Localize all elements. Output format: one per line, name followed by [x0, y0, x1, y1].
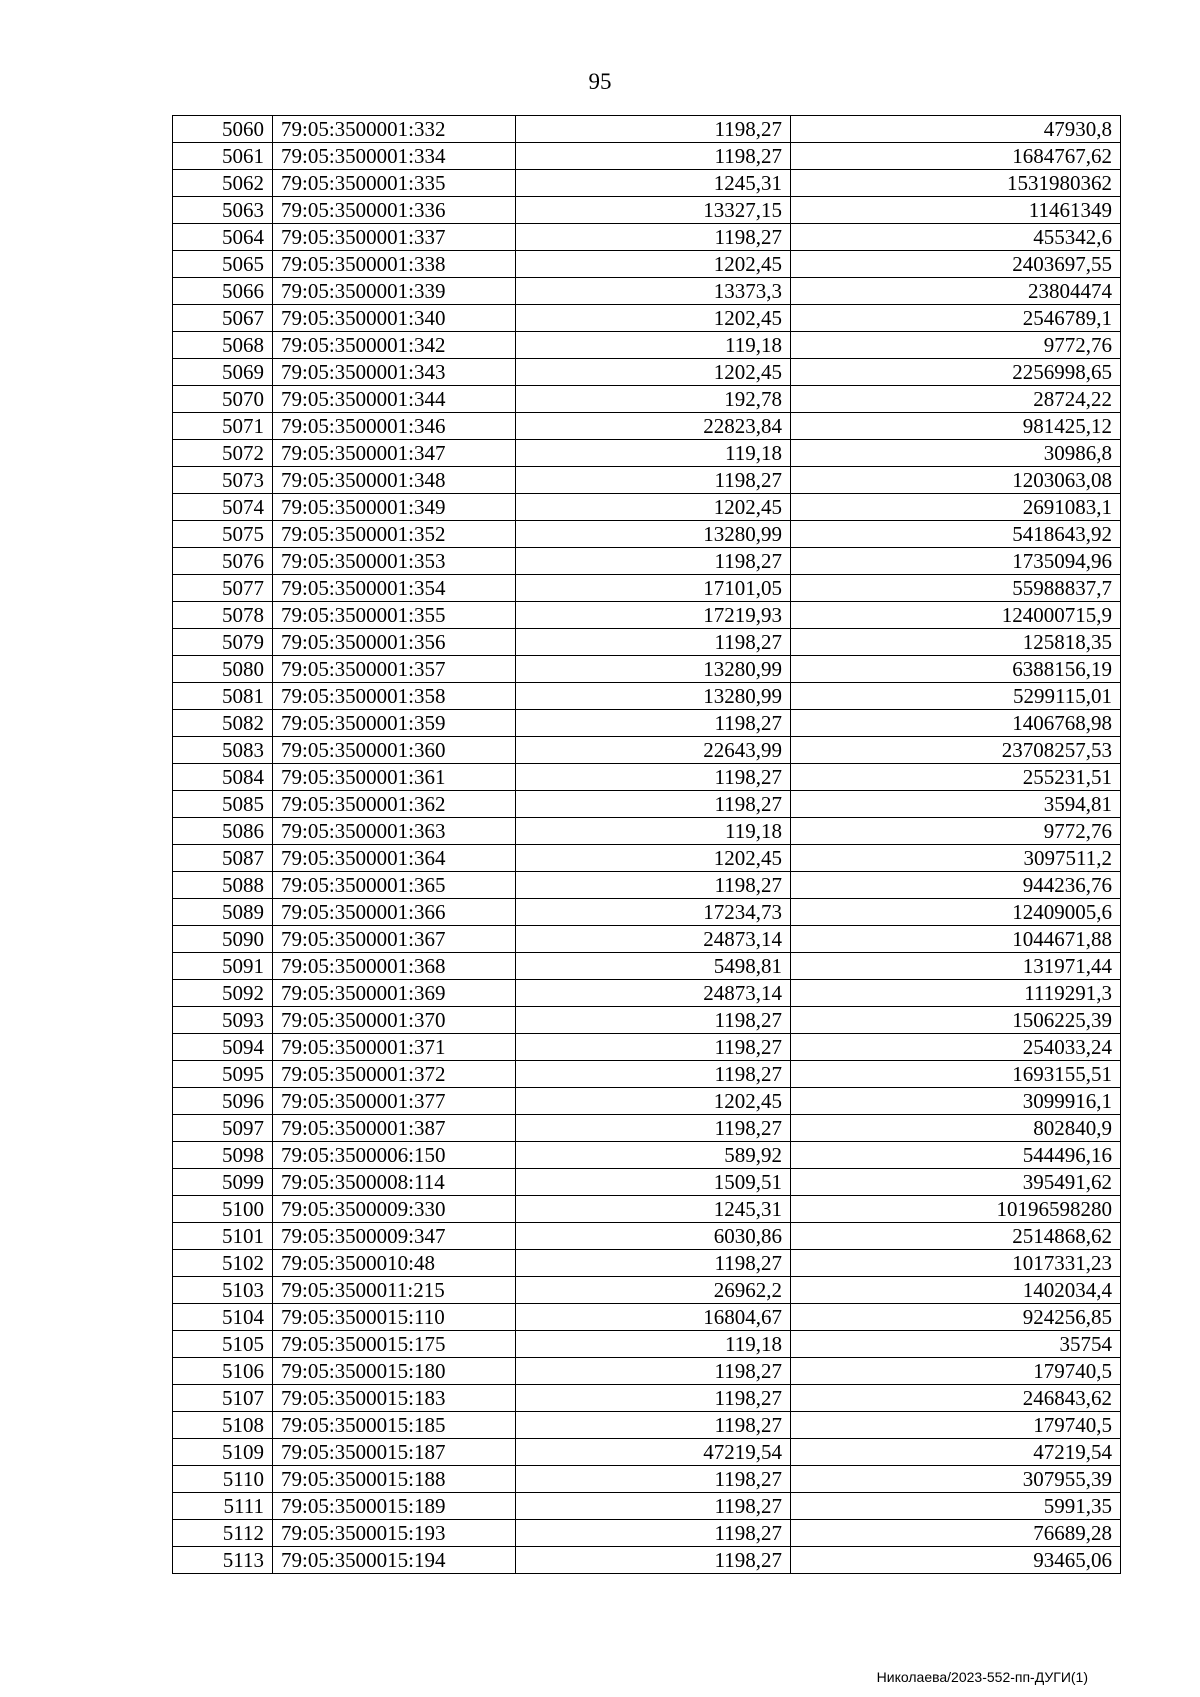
table-row: [173, 1277, 1121, 1304]
table-row: [173, 440, 1121, 467]
value-cell: 1684767,62: [791, 143, 1121, 170]
table-row: [173, 629, 1121, 656]
cadastral-number-cell: 79:05:3500001:349: [273, 494, 516, 521]
area-cell: 16804,67: [516, 1304, 791, 1331]
area-cell: 13373,3: [516, 278, 791, 305]
cadastral-number-cell: 79:05:3500001:364: [273, 845, 516, 872]
row-number-cell: 5086: [173, 818, 273, 845]
value-cell: 5299115,01: [791, 683, 1121, 710]
cadastral-number-cell: 79:05:3500001:344: [273, 386, 516, 413]
row-number-cell: 5060: [173, 116, 273, 143]
table-row: [173, 1061, 1121, 1088]
table-row: [173, 1169, 1121, 1196]
table-row: [173, 818, 1121, 845]
row-number-cell: 5094: [173, 1034, 273, 1061]
area-cell: 119,18: [516, 818, 791, 845]
cadastral-number-cell: 79:05:3500001:348: [273, 467, 516, 494]
value-cell: 47219,54: [791, 1439, 1121, 1466]
cadastral-number-cell: 79:05:3500001:370: [273, 1007, 516, 1034]
cadastral-number-cell: 79:05:3500001:368: [273, 953, 516, 980]
table-row: [173, 224, 1121, 251]
value-cell: 254033,24: [791, 1034, 1121, 1061]
area-cell: 13327,15: [516, 197, 791, 224]
row-number-cell: 5107: [173, 1385, 273, 1412]
value-cell: 3097511,2: [791, 845, 1121, 872]
value-cell: 2256998,65: [791, 359, 1121, 386]
cadastral-number-cell: 79:05:3500001:356: [273, 629, 516, 656]
value-cell: 802840,9: [791, 1115, 1121, 1142]
cadastral-number-cell: 79:05:3500006:150: [273, 1142, 516, 1169]
value-cell: 1044671,88: [791, 926, 1121, 953]
cadastral-number-cell: 79:05:3500001:366: [273, 899, 516, 926]
area-cell: 1198,27: [516, 116, 791, 143]
row-number-cell: 5085: [173, 791, 273, 818]
row-number-cell: 5068: [173, 332, 273, 359]
cadastral-number-cell: 79:05:3500010:48: [273, 1250, 516, 1277]
cadastral-number-cell: 79:05:3500001:334: [273, 143, 516, 170]
table-row: [173, 1223, 1121, 1250]
cadastral-number-cell: 79:05:3500001:346: [273, 413, 516, 440]
area-cell: 1198,27: [516, 872, 791, 899]
value-cell: 11461349: [791, 197, 1121, 224]
value-cell: 1531980362: [791, 170, 1121, 197]
value-cell: 93465,06: [791, 1547, 1121, 1574]
cadastral-number-cell: 79:05:3500015:185: [273, 1412, 516, 1439]
value-cell: 3099916,1: [791, 1088, 1121, 1115]
area-cell: 1198,27: [516, 1493, 791, 1520]
table-row: [173, 656, 1121, 683]
area-cell: 13280,99: [516, 683, 791, 710]
cadastral-number-cell: 79:05:3500015:110: [273, 1304, 516, 1331]
row-number-cell: 5062: [173, 170, 273, 197]
row-number-cell: 5070: [173, 386, 273, 413]
row-number-cell: 5101: [173, 1223, 273, 1250]
row-number-cell: 5083: [173, 737, 273, 764]
area-cell: 1198,27: [516, 467, 791, 494]
area-cell: 1198,27: [516, 1412, 791, 1439]
table-row: [173, 1196, 1121, 1223]
cadastral-number-cell: 79:05:3500009:330: [273, 1196, 516, 1223]
cadastral-number-cell: 79:05:3500001:361: [273, 764, 516, 791]
table-row: [173, 683, 1121, 710]
row-number-cell: 5066: [173, 278, 273, 305]
area-cell: 47219,54: [516, 1439, 791, 1466]
cadastral-number-cell: 79:05:3500015:194: [273, 1547, 516, 1574]
value-cell: 179740,5: [791, 1412, 1121, 1439]
cadastral-number-cell: 79:05:3500001:363: [273, 818, 516, 845]
value-cell: 255231,51: [791, 764, 1121, 791]
cadastral-number-cell: 79:05:3500001:369: [273, 980, 516, 1007]
value-cell: 1693155,51: [791, 1061, 1121, 1088]
area-cell: 1509,51: [516, 1169, 791, 1196]
value-cell: 179740,5: [791, 1358, 1121, 1385]
cadastral-number-cell: 79:05:3500001:357: [273, 656, 516, 683]
area-cell: 1198,27: [516, 1466, 791, 1493]
value-cell: 944236,76: [791, 872, 1121, 899]
table-row: [173, 1304, 1121, 1331]
value-cell: 307955,39: [791, 1466, 1121, 1493]
area-cell: 1198,27: [516, 143, 791, 170]
cadastral-number-cell: 79:05:3500001:343: [273, 359, 516, 386]
row-number-cell: 5092: [173, 980, 273, 1007]
cadastral-number-cell: 79:05:3500001:338: [273, 251, 516, 278]
area-cell: 119,18: [516, 1331, 791, 1358]
table-row: [173, 467, 1121, 494]
table-row: [173, 386, 1121, 413]
cadastral-number-cell: 79:05:3500001:352: [273, 521, 516, 548]
value-cell: 6388156,19: [791, 656, 1121, 683]
value-cell: 125818,35: [791, 629, 1121, 656]
value-cell: 2691083,1: [791, 494, 1121, 521]
cadastral-number-cell: 79:05:3500001:359: [273, 710, 516, 737]
cadastral-number-cell: 79:05:3500011:215: [273, 1277, 516, 1304]
cadastral-number-cell: 79:05:3500001:358: [273, 683, 516, 710]
table-row: [173, 305, 1121, 332]
value-cell: 1203063,08: [791, 467, 1121, 494]
table-row: [173, 1034, 1121, 1061]
area-cell: 1198,27: [516, 1520, 791, 1547]
value-cell: 47930,8: [791, 116, 1121, 143]
row-number-cell: 5095: [173, 1061, 273, 1088]
value-cell: 2403697,55: [791, 251, 1121, 278]
footer-document-code: Николаева/2023-552-пп-ДУГИ(1): [876, 1669, 1088, 1685]
row-number-cell: 5067: [173, 305, 273, 332]
area-cell: 192,78: [516, 386, 791, 413]
row-number-cell: 5099: [173, 1169, 273, 1196]
area-cell: 24873,14: [516, 980, 791, 1007]
cadastral-number-cell: 79:05:3500015:175: [273, 1331, 516, 1358]
table-row: [173, 170, 1121, 197]
table-row: [173, 1358, 1121, 1385]
area-cell: 17234,73: [516, 899, 791, 926]
area-cell: 1198,27: [516, 1061, 791, 1088]
table-row: [173, 1250, 1121, 1277]
value-cell: 1406768,98: [791, 710, 1121, 737]
value-cell: 246843,62: [791, 1385, 1121, 1412]
area-cell: 1202,45: [516, 359, 791, 386]
table-row: [173, 197, 1121, 224]
table-row: [173, 143, 1121, 170]
row-number-cell: 5090: [173, 926, 273, 953]
area-cell: 1198,27: [516, 629, 791, 656]
cadastral-number-cell: 79:05:3500001:342: [273, 332, 516, 359]
value-cell: 12409005,6: [791, 899, 1121, 926]
row-number-cell: 5097: [173, 1115, 273, 1142]
table-row: [173, 1466, 1121, 1493]
value-cell: 5991,35: [791, 1493, 1121, 1520]
cadastral-number-cell: 79:05:3500001:372: [273, 1061, 516, 1088]
table-row: [173, 278, 1121, 305]
cadastral-number-cell: 79:05:3500001:377: [273, 1088, 516, 1115]
table-row: [173, 413, 1121, 440]
row-number-cell: 5093: [173, 1007, 273, 1034]
table-row: [173, 251, 1121, 278]
area-cell: 119,18: [516, 440, 791, 467]
table-row: [173, 737, 1121, 764]
value-cell: 1506225,39: [791, 1007, 1121, 1034]
row-number-cell: 5081: [173, 683, 273, 710]
row-number-cell: 5105: [173, 1331, 273, 1358]
value-cell: 10196598280: [791, 1196, 1121, 1223]
value-cell: 5418643,92: [791, 521, 1121, 548]
cadastral-number-cell: 79:05:3500001:362: [273, 791, 516, 818]
area-cell: 17219,93: [516, 602, 791, 629]
row-number-cell: 5087: [173, 845, 273, 872]
area-cell: 1198,27: [516, 710, 791, 737]
table-row: [173, 953, 1121, 980]
area-cell: 1245,31: [516, 170, 791, 197]
area-cell: 6030,86: [516, 1223, 791, 1250]
cadastral-number-cell: 79:05:3500001:332: [273, 116, 516, 143]
value-cell: 1017331,23: [791, 1250, 1121, 1277]
value-cell: 3594,81: [791, 791, 1121, 818]
cadastral-number-cell: 79:05:3500015:187: [273, 1439, 516, 1466]
table-row: [173, 1115, 1121, 1142]
cadastral-number-cell: 79:05:3500001:387: [273, 1115, 516, 1142]
row-number-cell: 5091: [173, 953, 273, 980]
area-cell: 1198,27: [516, 1547, 791, 1574]
cadastral-number-cell: 79:05:3500001:339: [273, 278, 516, 305]
table-body: [173, 116, 1121, 1574]
row-number-cell: 5063: [173, 197, 273, 224]
data-table: [172, 115, 1121, 1574]
row-number-cell: 5079: [173, 629, 273, 656]
value-cell: 30986,8: [791, 440, 1121, 467]
row-number-cell: 5098: [173, 1142, 273, 1169]
row-number-cell: 5071: [173, 413, 273, 440]
area-cell: 1198,27: [516, 791, 791, 818]
table-row: [173, 548, 1121, 575]
cadastral-number-cell: 79:05:3500015:180: [273, 1358, 516, 1385]
row-number-cell: 5074: [173, 494, 273, 521]
value-cell: 9772,76: [791, 818, 1121, 845]
table-row: [173, 1439, 1121, 1466]
value-cell: 23708257,53: [791, 737, 1121, 764]
area-cell: 1202,45: [516, 494, 791, 521]
value-cell: 2546789,1: [791, 305, 1121, 332]
area-cell: 1198,27: [516, 1115, 791, 1142]
cadastral-number-cell: 79:05:3500001:355: [273, 602, 516, 629]
table-row: [173, 872, 1121, 899]
table-row: [173, 845, 1121, 872]
row-number-cell: 5104: [173, 1304, 273, 1331]
table-row: [173, 1142, 1121, 1169]
table-row: [173, 575, 1121, 602]
cadastral-number-cell: 79:05:3500015:193: [273, 1520, 516, 1547]
value-cell: 55988837,7: [791, 575, 1121, 602]
row-number-cell: 5106: [173, 1358, 273, 1385]
value-cell: 1402034,4: [791, 1277, 1121, 1304]
row-number-cell: 5069: [173, 359, 273, 386]
value-cell: 455342,6: [791, 224, 1121, 251]
row-number-cell: 5108: [173, 1412, 273, 1439]
table-row: [173, 332, 1121, 359]
area-cell: 1198,27: [516, 1385, 791, 1412]
table-row: [173, 116, 1121, 143]
row-number-cell: 5080: [173, 656, 273, 683]
cadastral-number-cell: 79:05:3500001:347: [273, 440, 516, 467]
area-cell: 1198,27: [516, 548, 791, 575]
table-row: [173, 926, 1121, 953]
table-row: [173, 1520, 1121, 1547]
cadastral-number-cell: 79:05:3500001:365: [273, 872, 516, 899]
table-row: [173, 980, 1121, 1007]
cadastral-number-cell: 79:05:3500001:360: [273, 737, 516, 764]
value-cell: 9772,76: [791, 332, 1121, 359]
area-cell: 589,92: [516, 1142, 791, 1169]
area-cell: 1202,45: [516, 251, 791, 278]
row-number-cell: 5084: [173, 764, 273, 791]
value-cell: 124000715,9: [791, 602, 1121, 629]
value-cell: 544496,16: [791, 1142, 1121, 1169]
value-cell: 76689,28: [791, 1520, 1121, 1547]
cadastral-number-cell: 79:05:3500001:337: [273, 224, 516, 251]
area-cell: 1198,27: [516, 764, 791, 791]
area-cell: 1198,27: [516, 1007, 791, 1034]
row-number-cell: 5103: [173, 1277, 273, 1304]
cadastral-number-cell: 79:05:3500009:347: [273, 1223, 516, 1250]
area-cell: 13280,99: [516, 656, 791, 683]
table-row: [173, 764, 1121, 791]
value-cell: 23804474: [791, 278, 1121, 305]
cadastral-number-cell: 79:05:3500015:183: [273, 1385, 516, 1412]
table-row: [173, 1412, 1121, 1439]
value-cell: 924256,85: [791, 1304, 1121, 1331]
row-number-cell: 5112: [173, 1520, 273, 1547]
area-cell: 1245,31: [516, 1196, 791, 1223]
cadastral-number-cell: 79:05:3500015:189: [273, 1493, 516, 1520]
area-cell: 119,18: [516, 332, 791, 359]
row-number-cell: 5061: [173, 143, 273, 170]
area-cell: 1202,45: [516, 1088, 791, 1115]
value-cell: 395491,62: [791, 1169, 1121, 1196]
area-cell: 22643,99: [516, 737, 791, 764]
row-number-cell: 5064: [173, 224, 273, 251]
area-cell: 1198,27: [516, 224, 791, 251]
area-cell: 1198,27: [516, 1034, 791, 1061]
value-cell: 1119291,3: [791, 980, 1121, 1007]
row-number-cell: 5113: [173, 1547, 273, 1574]
table-row: [173, 521, 1121, 548]
row-number-cell: 5072: [173, 440, 273, 467]
row-number-cell: 5076: [173, 548, 273, 575]
cadastral-number-cell: 79:05:3500001:340: [273, 305, 516, 332]
table-row: [173, 359, 1121, 386]
area-cell: 24873,14: [516, 926, 791, 953]
table-row: [173, 1007, 1121, 1034]
area-cell: 5498,81: [516, 953, 791, 980]
area-cell: 1202,45: [516, 305, 791, 332]
area-cell: 1198,27: [516, 1250, 791, 1277]
cadastral-number-cell: 79:05:3500008:114: [273, 1169, 516, 1196]
table-row: [173, 494, 1121, 521]
page-number: 95: [588, 69, 612, 94]
table-row: [173, 602, 1121, 629]
row-number-cell: 5109: [173, 1439, 273, 1466]
value-cell: 131971,44: [791, 953, 1121, 980]
cadastral-number-cell: 79:05:3500001:371: [273, 1034, 516, 1061]
table-row: [173, 1088, 1121, 1115]
row-number-cell: 5088: [173, 872, 273, 899]
row-number-cell: 5082: [173, 710, 273, 737]
cadastral-number-cell: 79:05:3500001:354: [273, 575, 516, 602]
table-row: [173, 1331, 1121, 1358]
row-number-cell: 5065: [173, 251, 273, 278]
cadastral-number-cell: 79:05:3500001:336: [273, 197, 516, 224]
cadastral-number-cell: 79:05:3500015:188: [273, 1466, 516, 1493]
row-number-cell: 5075: [173, 521, 273, 548]
row-number-cell: 5077: [173, 575, 273, 602]
table-row: [173, 791, 1121, 818]
value-cell: 2514868,62: [791, 1223, 1121, 1250]
area-cell: 22823,84: [516, 413, 791, 440]
area-cell: 1198,27: [516, 1358, 791, 1385]
row-number-cell: 5110: [173, 1466, 273, 1493]
value-cell: 981425,12: [791, 413, 1121, 440]
area-cell: 26962,2: [516, 1277, 791, 1304]
area-cell: 13280,99: [516, 521, 791, 548]
value-cell: 35754: [791, 1331, 1121, 1358]
table-row: [173, 1547, 1121, 1574]
area-cell: 17101,05: [516, 575, 791, 602]
row-number-cell: 5073: [173, 467, 273, 494]
table-row: [173, 710, 1121, 737]
cadastral-number-cell: 79:05:3500001:367: [273, 926, 516, 953]
row-number-cell: 5102: [173, 1250, 273, 1277]
row-number-cell: 5096: [173, 1088, 273, 1115]
row-number-cell: 5100: [173, 1196, 273, 1223]
row-number-cell: 5111: [173, 1493, 273, 1520]
row-number-cell: 5078: [173, 602, 273, 629]
cadastral-number-cell: 79:05:3500001:335: [273, 170, 516, 197]
value-cell: 1735094,96: [791, 548, 1121, 575]
cadastral-number-cell: 79:05:3500001:353: [273, 548, 516, 575]
value-cell: 28724,22: [791, 386, 1121, 413]
table-row: [173, 1493, 1121, 1520]
row-number-cell: 5089: [173, 899, 273, 926]
table-row: [173, 1385, 1121, 1412]
area-cell: 1202,45: [516, 845, 791, 872]
table-row: [173, 899, 1121, 926]
